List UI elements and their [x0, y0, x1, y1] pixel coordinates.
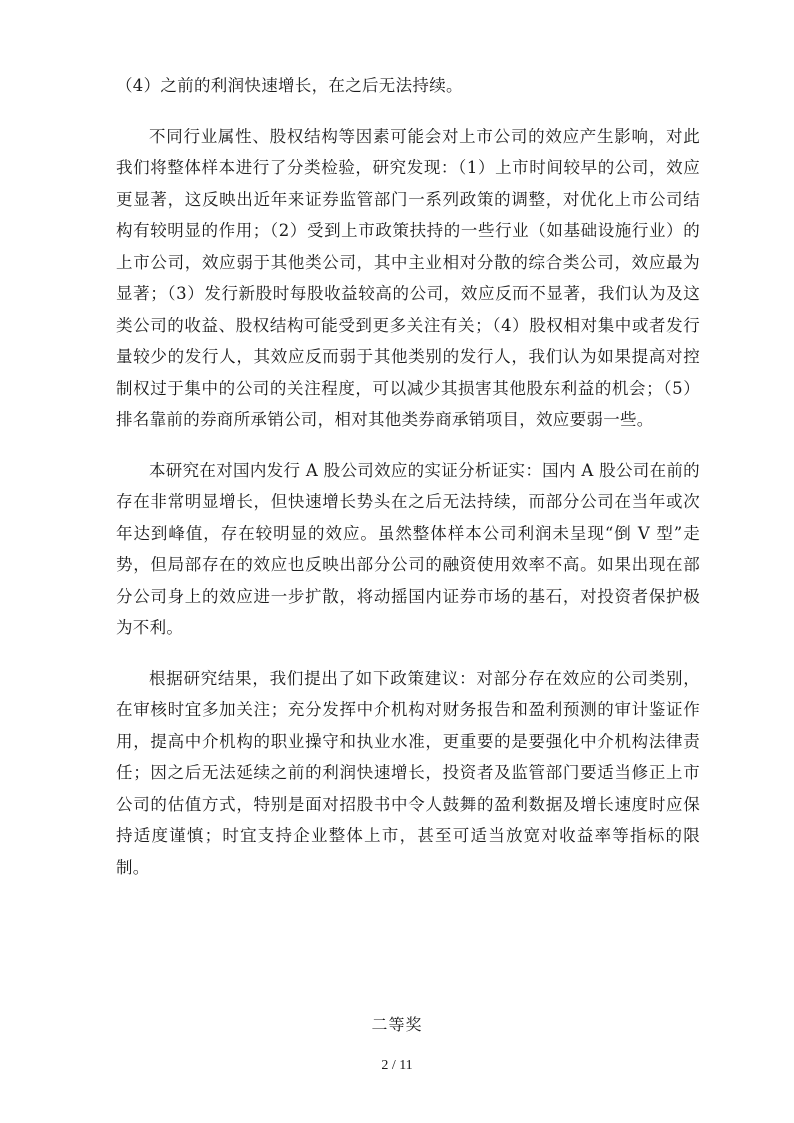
award-label: 二等奖 — [371, 1015, 423, 1034]
paragraph-empirical-conclusion: 本研究在对国内发行 A 股公司效应的实证分析证实：国内 A 股公司在前的存在非常明显增长，但快速增长势头在之后无法持续，而部分公司在当年或次年达到峰值，存在较明显的效应。虽然整体样本公司利润未呈现“倒 V 型”走势，但局部存在的效应也反映出部分公司的融资使用效率不高。如果出现在部分公司身上的效应进一步扩散，将动摇国内证券市场的基石，对投资者保护极为不利。 — [116, 460, 700, 637]
paragraph-classification-findings: 不同行业属性、股权结构等因素可能会对上市公司的效应产生影响，对此我们将整体样本进行了分类检验，研究发现：（1）上市时间较早的公司，效应更显著，这反映出近年来证券监管部门一系列政策的调整，对优化上市公司结构有较明显的作用；（2）受到上市政策扶持的一些行业（如基础设施行业）的上市公司，效应弱于其他类公司，其中主业相对分散的综合类公司，效应最为显著；（3）发行新股时每股收益较高的公司，效应反而不显著，我们认为及这类公司的收益、股权结构可能受到更多关注有关；（4）股权相对集中或者发行量较少的发行人，其效应反而弱于其他类别的发行人，我们认为如果提高对控制权过于集中的公司的关注程度，可以减少其损害其他股东利益的机会；（5）排名靠前的券商所承销公司，相对其他类券商承销项目，效应要弱一些。 — [116, 126, 700, 429]
page-number: 2 / 11 — [381, 1058, 413, 1073]
paragraph-policy-recommendations: 根据研究结果，我们提出了如下政策建议：对部分存在效应的公司类别，在审核时宜多加关注；充分发挥中介机构对财务报告和盈利预测的审计鉴证作用，提高中介机构的职业操守和执业水准，更重要的是要强化中介机构法律责任；因之后无法延续之前的利润快速增长，投资者及监管部门要适当修正上市公司的估值方式，特别是面对招股书中令人鼓舞的盈利数据及增长速度时应保持适度谨慎；时宜支持企业整体上市，甚至可适当放宽对收益率等指标的限制。 — [116, 668, 700, 877]
body-text — [116, 70, 700, 883]
paragraph-continuation: （4）之前的利润快速增长，在之后无法持续。 — [116, 76, 463, 95]
